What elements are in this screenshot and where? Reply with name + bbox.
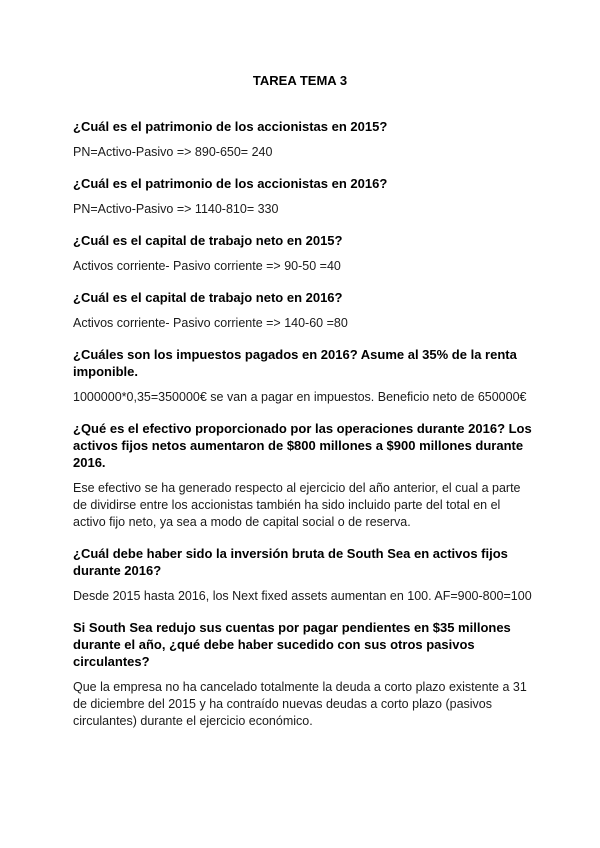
qa-item-4 (73, 289, 533, 332)
answer-1: PN=Activo-Pasivo => 890-650= 240 (73, 145, 273, 159)
qa-item-7 (73, 545, 533, 605)
question-5: ¿Cuáles son los impuestos pagados en 2016? Asume al 35% de la renta imponible. (73, 347, 517, 379)
qa-item-3 (73, 232, 533, 275)
qa-item-1 (73, 118, 533, 161)
answer-2: PN=Activo-Pasivo => 1140-810= 330 (73, 202, 279, 216)
qa-item-8 (73, 619, 533, 730)
question-7: ¿Cuál debe haber sido la inversión bruta de South Sea en activos fijos durante 2016? (73, 546, 508, 578)
qa-item-6 (73, 420, 533, 531)
answer-6: Ese efectivo se ha generado respecto al ejercicio del año anterior, el cual a parte de dividirse entre los accionistas también ha sido incluido parte del total en el activo fijo neto, ya sea a modo de capital social o de reserva. (73, 481, 521, 529)
answer-8: Que la empresa no ha cancelado totalmente la deuda a corto plazo existente a 31 de diciembre del 2015 y ha contraído nuevas deudas a corto plazo (pasivos circulantes) durante el ejercicio económico. (73, 680, 527, 728)
qa-item-2 (73, 175, 533, 218)
document-body (73, 118, 533, 744)
answer-3: Activos corriente- Pasivo corriente => 90-50 =40 (73, 259, 341, 273)
question-2: ¿Cuál es el patrimonio de los accionistas en 2016? (73, 176, 388, 191)
question-3: ¿Cuál es el capital de trabajo neto en 2015? (73, 233, 343, 248)
question-6: ¿Qué es el efectivo proporcionado por las operaciones durante 2016? Los activos fijos netos aumentaron de $800 millones a $900 millones durante 2016. (73, 421, 532, 470)
question-4: ¿Cuál es el capital de trabajo neto en 2016? (73, 290, 343, 305)
question-8: Si South Sea redujo sus cuentas por pagar pendientes en $35 millones durante el año, ¿qué debe haber sucedido con sus otros pasivos circulantes? (73, 620, 511, 669)
answer-4: Activos corriente- Pasivo corriente => 140-60 =80 (73, 316, 348, 330)
document-title: TAREA TEMA 3 (252, 73, 348, 88)
qa-item-5 (73, 346, 533, 406)
answer-7: Desde 2015 hasta 2016, los Next fixed assets aumentan en 100. AF=900-800=100 (73, 589, 532, 603)
answer-5: 1000000*0,35=350000€ se van a pagar en impuestos. Beneficio neto de 650000€ (73, 390, 527, 404)
question-1: ¿Cuál es el patrimonio de los accionistas en 2015? (73, 119, 388, 134)
